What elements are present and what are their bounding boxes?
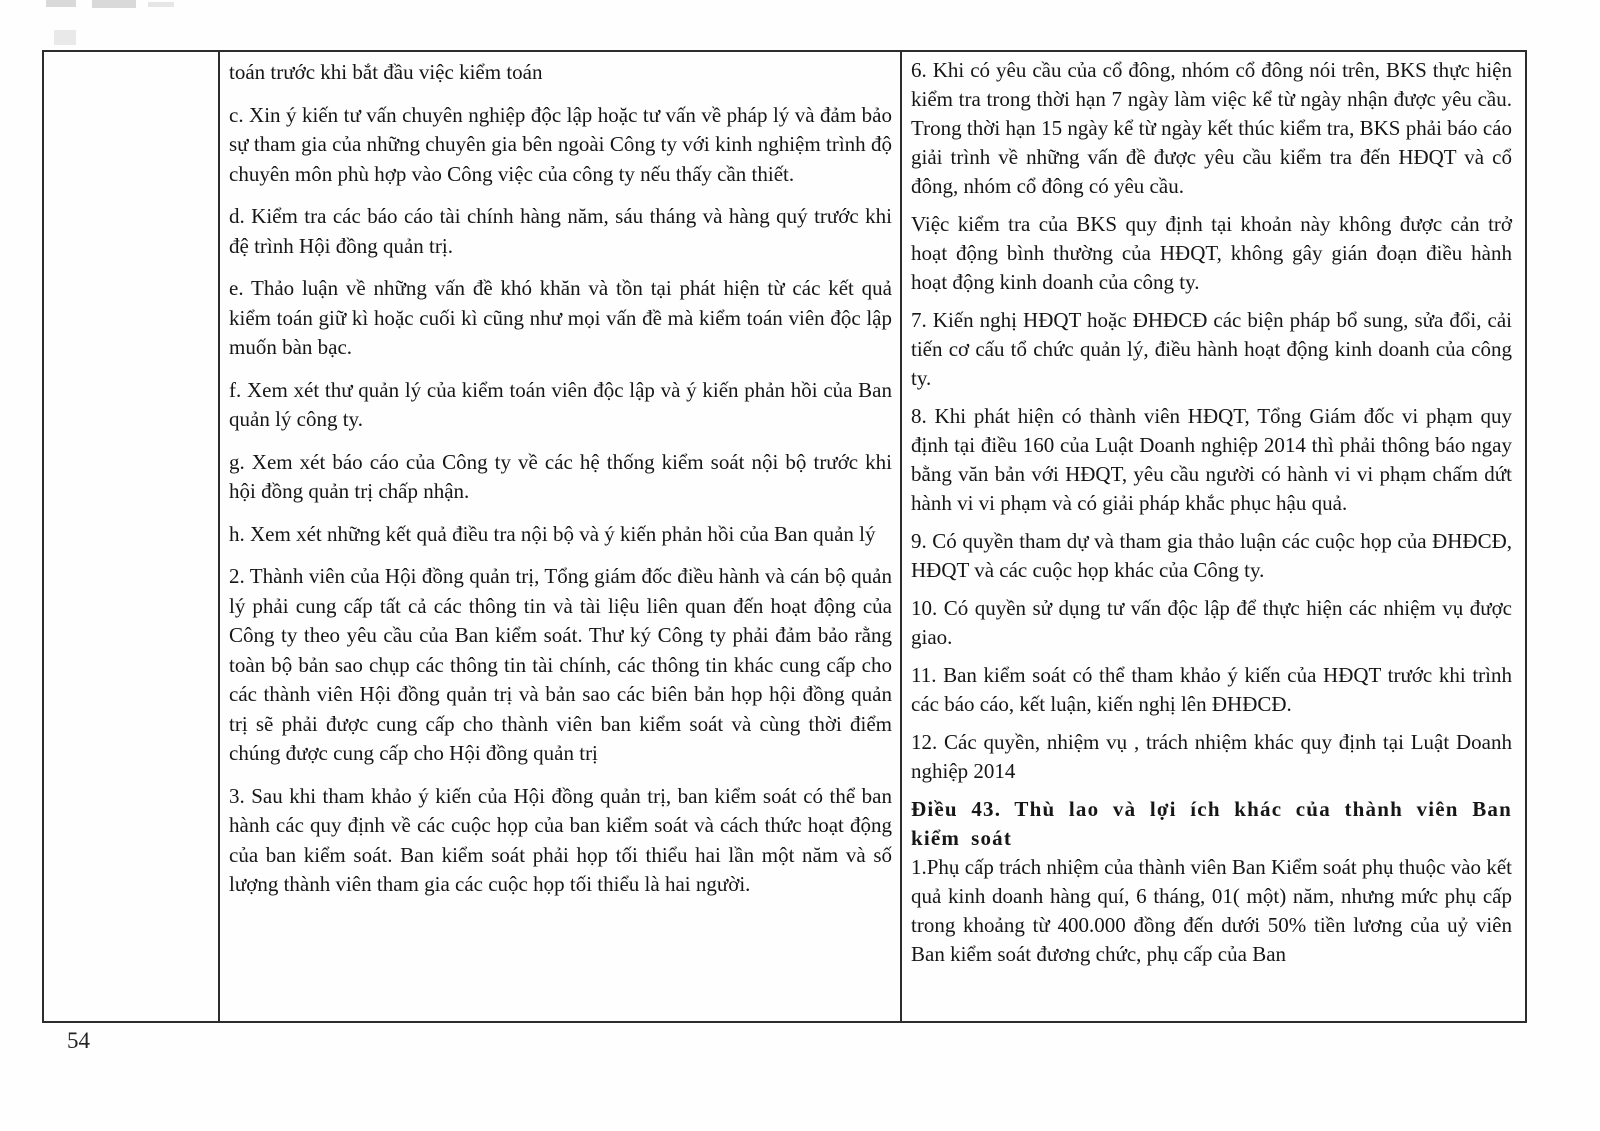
paragraph: 7. Kiến nghị HĐQT hoặc ĐHĐCĐ các biện pháp bổ sung, sửa đổi, cải tiến cơ cấu tổ chức quản lý, điều hành hoạt động kinh doanh của công ty.: [911, 308, 1512, 390]
paragraph: 11. Ban kiểm soát có thể tham khảo ý kiến của HĐQT trước khi trình các báo cáo, kết luận, kiến nghị lên ĐHĐCĐ.: [911, 663, 1512, 716]
scan-smudge-artifact: [92, 0, 136, 8]
paragraph: g. Xem xét báo cáo của Công ty về các hệ thống kiểm soát nội bộ trước khi hội đồng quản trị chấp nhận.: [229, 449, 892, 503]
paragraph: toán trước khi bắt đầu việc kiểm toán: [229, 60, 543, 84]
paragraph: 8. Khi phát hiện có thành viên HĐQT, Tổng Giám đốc vi phạm quy định tại điều 160 của Luật Doanh nghiệp 2014 thì phải thông báo ngay bằng văn bản với HĐQT, yêu cầu người có hành vi vi phạm chấm dứt hành vi vi phạm và có giải pháp khắc phục hậu quả.: [911, 404, 1512, 515]
page-number: 54: [67, 1028, 90, 1053]
paragraph: c. Xin ý kiến tư vấn chuyên nghiệp độc lập hoặc tư vấn về pháp lý và đảm bảo sự tham gia của những chuyên gia bên ngoài Công ty với kinh nghiệm trình độ chuyên môn phù hợp vào Công việc của công ty nếu thấy cần thiết.: [229, 102, 892, 186]
scan-smudge-artifact: [46, 0, 76, 7]
paragraph: f. Xem xét thư quản lý của kiểm toán viên độc lập và ý kiến phản hồi của Ban quản lý công ty.: [229, 377, 892, 431]
paragraph: 9. Có quyền tham dự và tham gia thảo luận các cuộc họp của ĐHĐCĐ, HĐQT và các cuộc họp khác của Công ty.: [911, 529, 1512, 582]
paragraph: e. Thảo luận về những vấn đề khó khăn và tồn tại phát hiện từ các kết quả kiểm toán giữ kì hoặc cuối kì cũng như mọi vấn đề mà kiểm toán viên độc lập muốn bàn bạc.: [229, 276, 892, 359]
table-cell-left-text: [220, 52, 902, 1021]
paragraph: 10. Có quyền sử dụng tư vấn độc lập để thực hiện các nhiệm vụ được giao.: [911, 596, 1512, 649]
scan-smudge-artifact: [148, 2, 174, 7]
paragraph: 1.Phụ cấp trách nhiệm của thành viên Ban Kiểm soát phụ thuộc vào kết quả kinh doanh hàng quí, 6 tháng, 01( một) năm, nhưng mức phụ cấp trong khoảng từ 400.000 đồng đến dưới 50% tiền lương của uỷ viên Ban kiểm soát đương chức, phụ cấp của Ban: [911, 855, 1512, 966]
charter-table: [42, 50, 1527, 1023]
paragraph: Việc kiểm tra của BKS quy định tại khoản này không được cản trở hoạt động bình thường của HĐQT, không gây gián đoạn điều hành hoạt động kinh doanh của công ty.: [911, 212, 1512, 294]
paragraph: d. Kiểm tra các báo cáo tài chính hàng năm, sáu tháng và hàng quý trước khi đệ trình Hội đồng quản trị.: [229, 204, 892, 258]
article-heading: Điều 43. Thù lao và lợi ích khác của thành viên Ban kiểm soát: [911, 797, 1512, 850]
scan-smudge-artifact: [54, 30, 76, 45]
paragraph: 2. Thành viên của Hội đồng quản trị, Tổng giám đốc điều hành và cán bộ quản lý phải cung cấp tất cả các thông tin và tài liệu liên quan đến hoạt động của Công ty theo yêu cầu của Ban kiểm soát. Thư ký Công ty phải đảm bảo rằng toàn bộ bản sao chụp các thông tin tài chính, các thông tin khác cung cấp cho các thành viên Hội đồng quản trị và bản sao các biên bản họp hội đồng quản trị sẽ phải được cung cấp cho thành viên ban kiểm soát và cùng thời điểm chúng được cung cấp cho Hội đồng quản trị: [229, 564, 892, 765]
table-cell-empty-gutter: [44, 52, 220, 1021]
paragraph: 12. Các quyền, nhiệm vụ , trách nhiệm khác quy định tại Luật Doanh nghiệp 2014: [911, 730, 1512, 783]
paragraph: 6. Khi có yêu cầu của cổ đông, nhóm cổ đông nói trên, BKS thực hiện kiểm tra trong thời hạn 7 ngày làm việc kể từ ngày nhận được yêu cầu. Trong thời hạn 15 ngày kể từ ngày kết thúc kiểm tra, BKS phải báo cáo giải trình về những vấn đề được yêu cầu kiểm tra đến HĐQT và cổ đông, nhóm cổ đông có yêu cầu.: [911, 58, 1512, 198]
paragraph: h. Xem xét những kết quả điều tra nội bộ và ý kiến phản hồi của Ban quản lý: [229, 521, 876, 546]
table-cell-right-text: [902, 52, 1525, 1021]
paragraph: 3. Sau khi tham khảo ý kiến của Hội đồng quản trị, ban kiểm soát có thể ban hành các quy định về các cuộc họp của ban kiểm soát và cách thức hoạt động của ban kiểm soát. Ban kiểm soát phải họp tối thiểu hai lần một năm và số lượng thành viên tham gia các cuộc họp tối thiểu là hai người.: [229, 783, 892, 896]
